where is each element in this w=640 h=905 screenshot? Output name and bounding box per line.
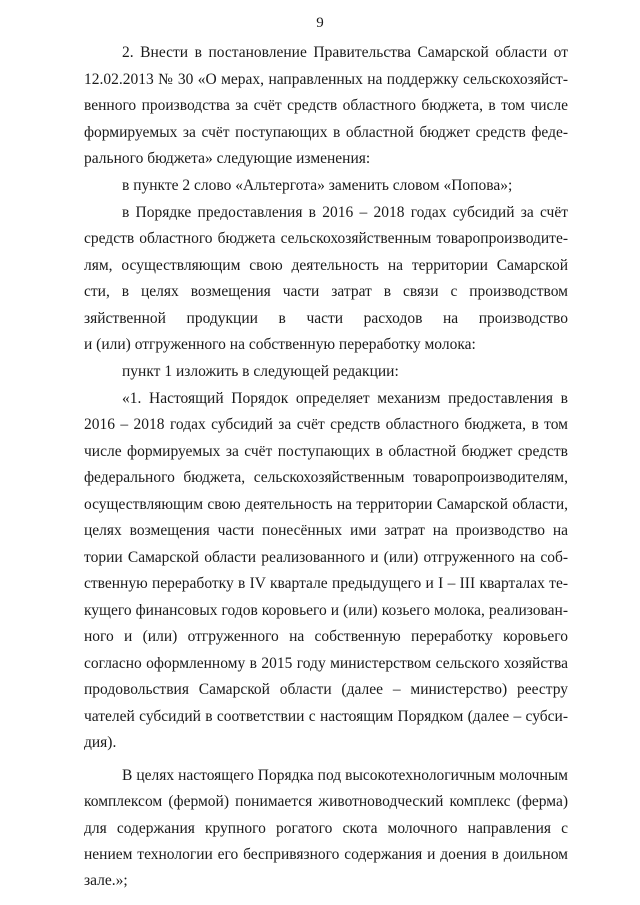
text-line: целях возмещения части понесённых ими затрат на производство на xyxy=(84,522,568,539)
text-line: нением технологии его беспривязного содержания и доения в доильном xyxy=(84,846,568,863)
text-line: федерального бюджета, сельскохозяйственным товаропроизводителям, xyxy=(84,469,568,486)
text-line: средств областного бюджета сельскохозяйственным товаропроизводите- xyxy=(84,230,568,247)
text-line: 12.02.2013 № 30 «О мерах, направленных на поддержку сельскохозяйст- xyxy=(84,71,568,88)
text-line: осуществляющим свою деятельность на территории Самарской области, xyxy=(84,496,568,513)
text-line: в Порядке предоставления в 2016 – 2018 годах субсидий за счёт xyxy=(122,204,568,221)
text-line: сти, в целях возмещения части затрат в связи с производством xyxy=(84,283,568,300)
text-line: чателей субсидий в соответствии с настоящим Порядком (далее – субси- xyxy=(84,708,568,725)
text-line: пункт 1 изложить в следующей редакции: xyxy=(122,363,399,380)
text-line: согласно оформленному в 2015 году министерством сельского хозяйства xyxy=(84,655,568,672)
text-line: «1. Настоящий Порядок определяет механизм предоставления в xyxy=(122,390,568,407)
text-line: для содержания крупного рогатого скота молочного направления с xyxy=(84,820,568,837)
text-line: зале.»; xyxy=(84,872,128,889)
text-line: 2. Внести в постановление Правительства Самарской области от xyxy=(122,44,568,61)
text-line: дия). xyxy=(84,734,117,751)
text-line: комплексом (фермой) понимается животноводческий комплекс (ферма) xyxy=(84,793,568,810)
text-line: продовольствия Самарской области (далее – министерство) реестру xyxy=(84,681,568,698)
text-line: в пункте 2 слово «Альтергота» заменить словом «Попова»; xyxy=(122,177,513,194)
page-number: 9 xyxy=(316,15,324,31)
text-line: 2016 – 2018 годах субсидий за счёт средств областного бюджета, в том xyxy=(84,416,568,433)
text-line: В целях настоящего Порядка под высокотехнологичным молочным xyxy=(122,767,568,784)
text-line: и (или) отгруженного на собственную переработку молока: xyxy=(84,336,476,353)
text-line: зяйственной продукции в части расходов на производство xyxy=(84,310,568,327)
text-line: ного и (или) отгруженного на собственную переработку коровьего xyxy=(84,628,568,645)
text-line: кущего финансовых годов коровьего и (или) козьего молока, реализован- xyxy=(84,602,568,619)
text-line: тории Самарской области реализованного и (или) отгруженного на соб- xyxy=(84,549,568,566)
text-line: числе формируемых за счёт поступающих в областной бюджет средств xyxy=(84,443,568,460)
text-line: лям, осуществляющим свою деятельность на территории Самарской xyxy=(84,257,568,274)
text-line: формируемых за счёт поступающих в областной бюджет средств феде- xyxy=(84,124,568,141)
text-line: венного производства за счёт средств областного бюджета, в том числе xyxy=(84,97,568,114)
text-line: ственную переработку в IV квартале предыдущего и I – III кварталах те- xyxy=(84,575,568,592)
text-line: рального бюджета» следующие изменения: xyxy=(84,150,371,167)
